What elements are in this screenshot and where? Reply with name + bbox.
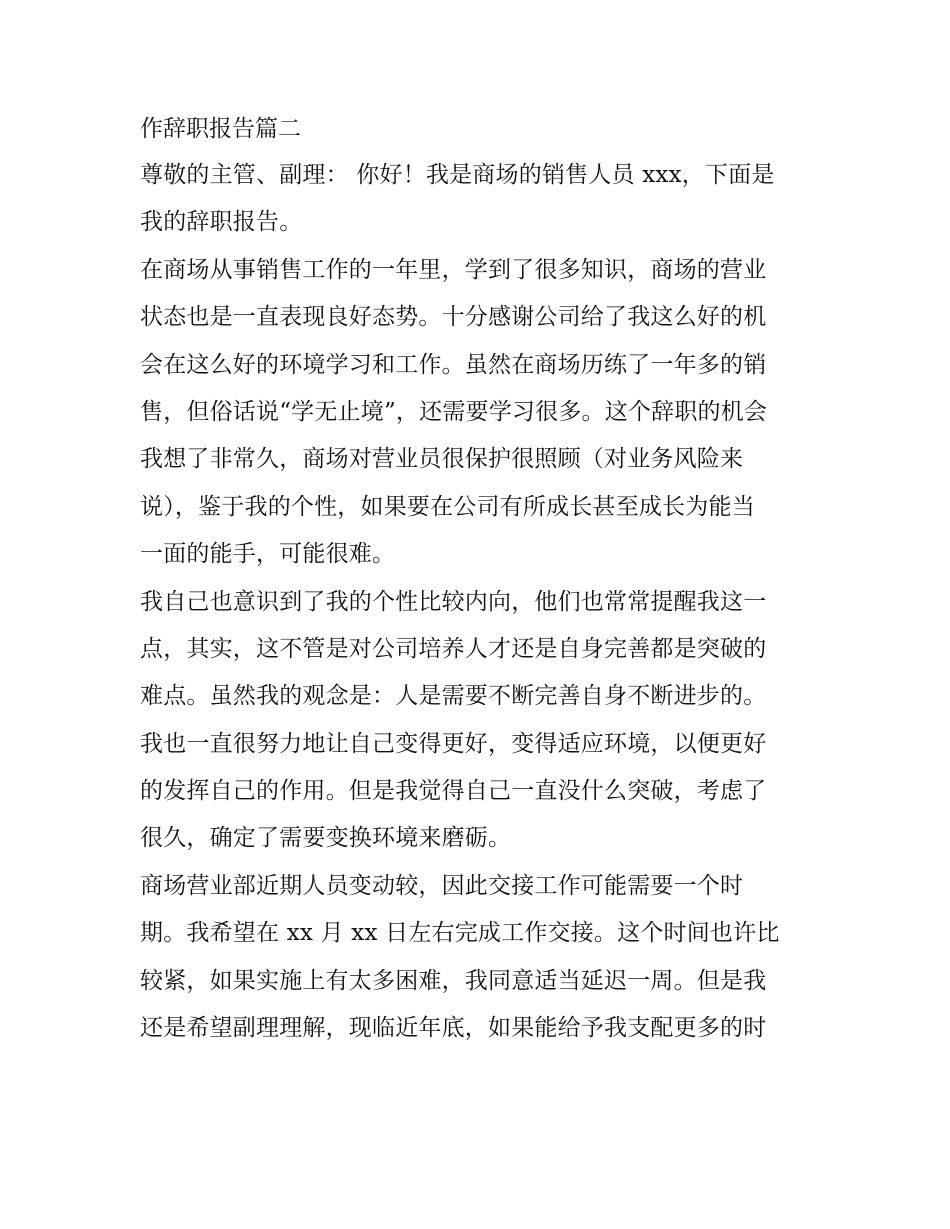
- text-line: 尊敬的主管、副理： 你好！我是商场的销售人员 xxx，下面是: [140, 162, 775, 188]
- document-title: 作辞职报告篇二: [140, 116, 301, 142]
- text-line: 我自己也意识到了我的个性比较内向，他们也常常提醒我这一: [140, 588, 767, 615]
- text-line: 很久，确定了需要变换环境来磨砺。: [140, 825, 512, 852]
- document-body: [140, 106, 812, 1052]
- text-line: 在商场从事销售工作的一年里，学到了很多知识，商场的营业: [140, 256, 767, 283]
- text-line: 售，但俗话说“学无止境”，还需要学习很多。这个辞职的机会: [140, 398, 768, 425]
- text-line: 商场营业部近期人员变动较，因此交接工作可能需要一个时: [140, 872, 744, 899]
- text-line: 难点。虽然我的观念是：人是需要不断完善自身不断进步的。: [140, 683, 767, 710]
- text-line: 点，其实，这不管是对公司培养人才还是自身完善都是突破的: [140, 635, 767, 662]
- text-line: 一面的能手，可能很难。: [140, 541, 396, 568]
- text-line: 我想了非常久，商场对营业员很保护很照顾（对业务风险来: [140, 446, 744, 473]
- text-line: 会在这么好的环境学习和工作。虽然在商场历练了一年多的销: [140, 351, 767, 378]
- text-line: 说），鉴于我的个性，如果要在公司有所成长甚至成长为能当: [140, 493, 755, 520]
- text-line: 状态也是一直表现良好态势。十分感谢公司给了我这么好的机: [140, 304, 767, 331]
- text-line: 我的辞职报告。: [140, 209, 303, 236]
- text-line: 的发挥自己的作用。但是我觉得自己一直没什么突破，考虑了: [140, 778, 767, 805]
- text-line: 较紧，如果实施上有太多困难，我同意适当延迟一周。但是我: [140, 967, 767, 994]
- text-line: 期。我希望在 xx 月 xx 日左右完成工作交接。这个时间也许比: [140, 920, 780, 947]
- text-line: 还是希望副理理解，现临近年底，如果能给予我支配更多的时: [140, 1015, 767, 1042]
- text-line: 我也一直很努力地让自己变得更好，变得适应环境，以便更好: [140, 730, 767, 757]
